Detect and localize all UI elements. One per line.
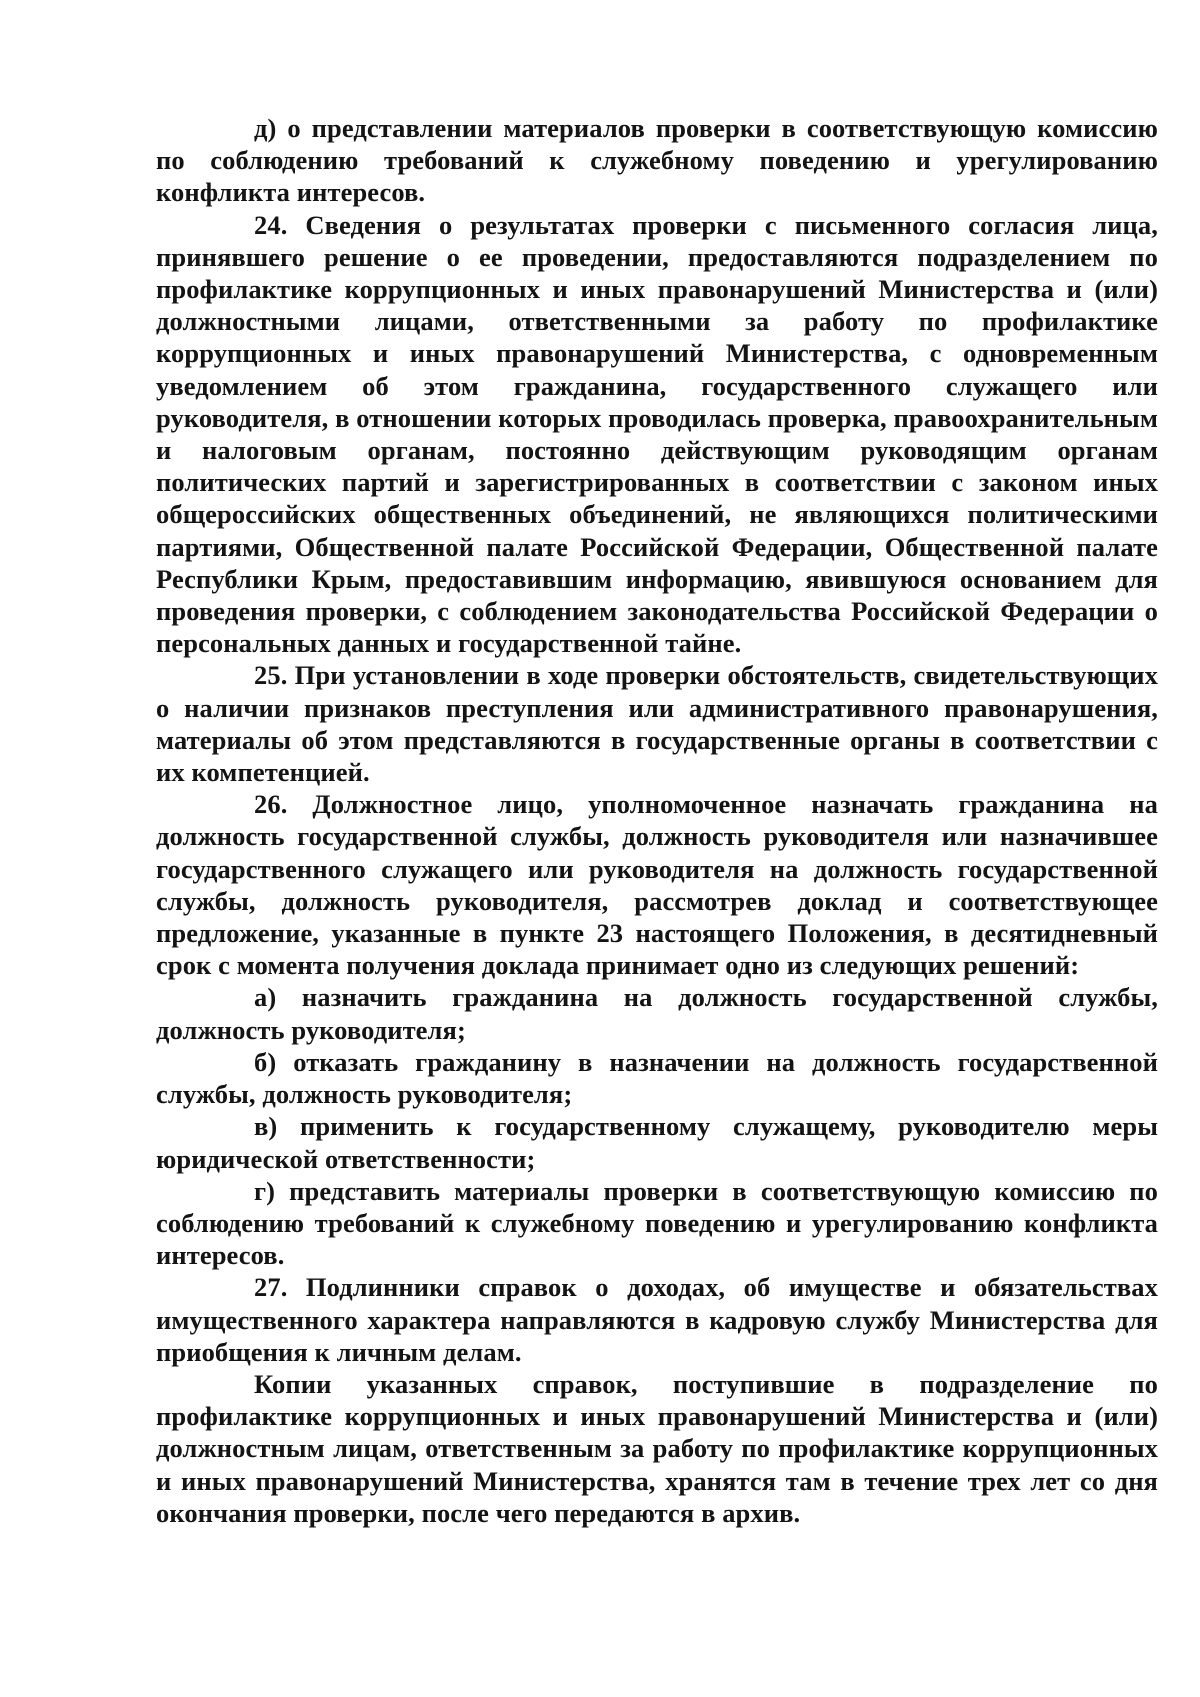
paragraph-26-a-appoint: а) назначить гражданина на должность государственной службы, должность руководителя; [156,982,1158,1045]
paragraph-27-originals: 27. Подлинники справок о доходах, об имуществе и обязательствах имущественного характера направляются в кадровую службу Министерства для приобщения к личным делам. [156,1272,1158,1367]
paragraph-27-copies: Копии указанных справок, поступившие в подразделение по профилактике коррупционных и иных правонарушений Министерства и (или) должностным лицам, ответственным за работу по профилактике коррупционных и иных правонарушений Министерства, хранятся там в течение трех лет со дня окончания проверки, после чего передаются в архив. [156,1368,1158,1528]
paragraph-26-official-decision: 26. Должностное лицо, уполномоченное назначать гражданина на должность государственной службы, должность руководителя или назначившее государственного служащего или руководителя на должность государственной службы, должность руководителя, рассмотрев доклад и соответствующее предложение, указанные в пункте 23 настоящего Положения, в десятидневный срок с момента получения доклада принимает одно из следующих решений: [156,789,1158,981]
paragraph-26-b-refuse: б) отказать гражданину в назначении на должность государственной службы, должность руководителя; [156,1046,1158,1110]
paragraph-25-crime-signs: 25. При установлении в ходе проверки обстоятельств, свидетельствующих о наличии признаков преступления или административного правонарушения, материалы об этом представляются в государственные органы в соответствии с их компетенцией. [156,660,1158,788]
paragraph-26-v-liability: в) применить к государственному служащему, руководителю меры юридической ответственности; [156,1111,1158,1174]
paragraph-24-results-info: 24. Сведения о результатах проверки с письменного согласия лица, принявшего решение о ее проведении, предоставляются подразделением по профилактике коррупционных и иных правонарушений Министерства и (или) должностными лицами, ответственными за работу по профилактике коррупционных и иных правонарушений Министерства, с одновременным уведомлением об этом гражданина, государственного служащего или руководителя, в отношении которых проводилась проверка, правоохранительным и налоговым органам, постоянно действующим руководящим органам политических партий и зарегистрированных в соответствии с законом иных общероссийских общественных объединений, не являющихся политическими партиями, Общественной палате Российской Федерации, Общественной палате Республики Крым, предоставившим информацию, явившуюся основанием для проведения проверки, с соблюдением законодательства Российской Федерации о персональных данных и государственной тайне. [156,209,1158,659]
paragraph-26-g-commission: г) представить материалы проверки в соответствующую комиссию по соблюдению требований к служебному поведению и урегулированию конфликта интересов. [156,1175,1158,1271]
paragraph-d-submission: д) о представлении материалов проверки в соответствующую комиссию по соблюдению требований к служебному поведению и урегулированию конфликта интересов. [156,113,1158,208]
document-page [156,112,1158,1529]
